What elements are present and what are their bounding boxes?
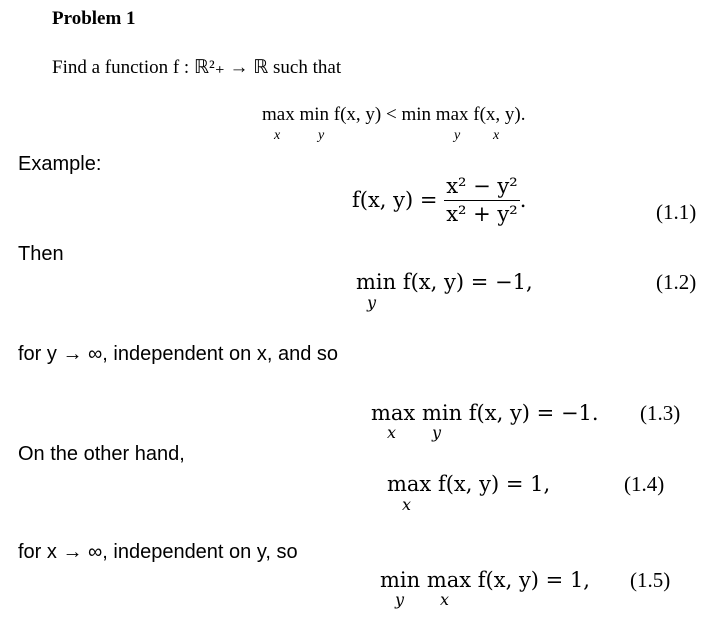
equation-1-1	[352, 174, 526, 226]
problem-inequality	[262, 104, 526, 126]
problem-statement: Find a function f : ℝ²₊ → ℝ such that	[52, 57, 342, 78]
equation-number-1-4: (1.4)	[624, 472, 665, 496]
equation-1-5: min max f(x, y) = 1,	[380, 568, 590, 592]
text-for-x-to-infinity: for x → ∞, independent on y, so	[18, 541, 298, 563]
problem-title: Problem 1	[52, 8, 136, 29]
inequality-rhs: min max f(x, y).	[401, 104, 526, 125]
fraction-bar	[444, 200, 520, 201]
inequality-rhs-sub-y: y	[454, 128, 461, 143]
text-on-the-other-hand: On the other hand,	[18, 443, 185, 465]
inequality-rhs-sub-x: x	[493, 128, 500, 143]
eq1-lhs: f(x, y) =	[352, 188, 438, 212]
equation-number-1-3: (1.3)	[640, 401, 681, 425]
then-label: Then	[18, 243, 64, 265]
inequality-relation: <	[386, 104, 397, 125]
inequality-lhs-sub-y: y	[318, 128, 325, 143]
eq5-sub-y: y	[395, 590, 405, 609]
equation-number-1-2: (1.2)	[656, 270, 697, 294]
eq1-numerator: x² − y²	[446, 174, 518, 198]
inequality-lhs-sub-x: x	[274, 128, 281, 143]
example-label: Example:	[18, 153, 102, 175]
inequality-lhs: max min f(x, y)	[262, 104, 382, 125]
equation-number-1-5: (1.5)	[630, 568, 671, 592]
equation-1-4: max f(x, y) = 1,	[387, 472, 551, 496]
eq3-sub-x: x	[387, 423, 397, 442]
eq5-sub-x: x	[440, 590, 450, 609]
eq1-denominator: x² + y²	[446, 202, 518, 226]
eq3-sub-y: y	[432, 423, 442, 442]
equation-1-3: max min f(x, y) = −1.	[371, 401, 599, 425]
eq4-sub-x: x	[402, 495, 412, 514]
text-for-y-to-infinity: for y → ∞, independent on x, and so	[18, 343, 339, 365]
eq1-fraction	[444, 174, 520, 226]
equation-number-1-1: (1.1)	[656, 200, 697, 224]
eq1-tail: .	[519, 188, 527, 212]
equation-1-2: min f(x, y) = −1,	[356, 270, 533, 294]
eq2-sub-y: y	[367, 293, 377, 312]
